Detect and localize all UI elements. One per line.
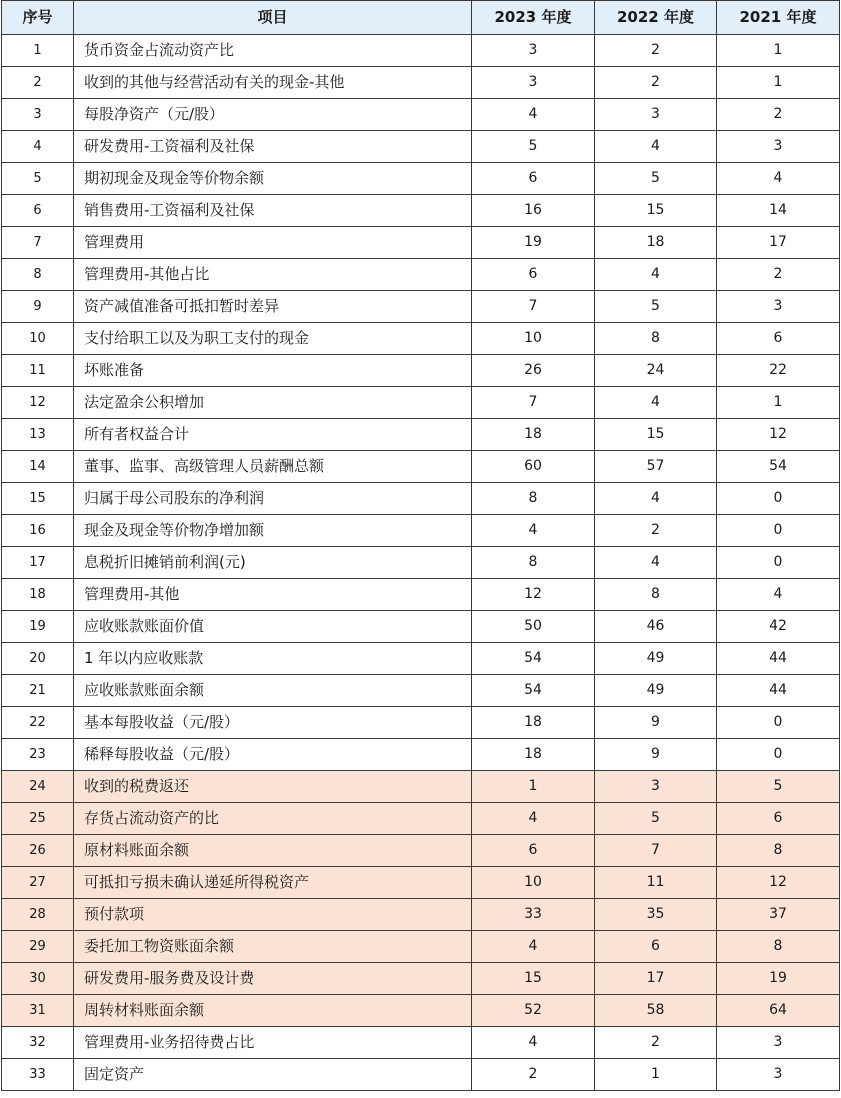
row-item: 基本每股收益（元/股）: [74, 707, 472, 739]
row-item: 坏账准备: [74, 355, 472, 387]
value-2023: 12: [472, 579, 595, 611]
row-index: 24: [2, 771, 74, 803]
value-2023: 3: [472, 35, 595, 67]
value-2022: 4: [595, 547, 717, 579]
value-2021: 19: [717, 963, 840, 995]
value-2021: 22: [717, 355, 840, 387]
table-row: [2, 99, 840, 131]
value-2022: 18: [595, 227, 717, 259]
value-2023: 18: [472, 419, 595, 451]
row-index: 9: [2, 291, 74, 323]
header-year-2022: 2022 年度: [595, 1, 717, 35]
table-row: [2, 163, 840, 195]
value-2022: 11: [595, 867, 717, 899]
value-2021: 6: [717, 323, 840, 355]
value-2023: 4: [472, 803, 595, 835]
table-row: [2, 579, 840, 611]
value-2022: 2: [595, 35, 717, 67]
value-2023: 3: [472, 67, 595, 99]
table-row: [2, 611, 840, 643]
row-index: 26: [2, 835, 74, 867]
row-item: 收到的税费返还: [74, 771, 472, 803]
value-2021: 8: [717, 835, 840, 867]
value-2023: 6: [472, 259, 595, 291]
value-2022: 2: [595, 67, 717, 99]
value-2022: 4: [595, 483, 717, 515]
row-item: 周转材料账面余额: [74, 995, 472, 1027]
value-2022: 49: [595, 643, 717, 675]
row-item: 原材料账面余额: [74, 835, 472, 867]
row-index: 2: [2, 67, 74, 99]
value-2022: 49: [595, 675, 717, 707]
row-index: 11: [2, 355, 74, 387]
value-2022: 15: [595, 419, 717, 451]
table-row: [2, 931, 840, 963]
value-2023: 8: [472, 547, 595, 579]
row-item: 管理费用: [74, 227, 472, 259]
row-item: 研发费用-工资福利及社保: [74, 131, 472, 163]
header-item: 项目: [74, 1, 472, 35]
row-index: 27: [2, 867, 74, 899]
value-2021: 12: [717, 419, 840, 451]
value-2021: 4: [717, 163, 840, 195]
row-index: 15: [2, 483, 74, 515]
table-row: [2, 899, 840, 931]
value-2023: 7: [472, 387, 595, 419]
row-index: 28: [2, 899, 74, 931]
row-index: 29: [2, 931, 74, 963]
value-2021: 3: [717, 1059, 840, 1091]
value-2023: 4: [472, 1027, 595, 1059]
row-item: 法定盈余公积增加: [74, 387, 472, 419]
value-2023: 6: [472, 835, 595, 867]
row-index: 20: [2, 643, 74, 675]
value-2021: 3: [717, 131, 840, 163]
table-row: [2, 1027, 840, 1059]
table-row: [2, 259, 840, 291]
row-item: 现金及现金等价物净增加额: [74, 515, 472, 547]
row-item: 稀释每股收益（元/股）: [74, 739, 472, 771]
header-row: [2, 1, 840, 35]
row-index: 23: [2, 739, 74, 771]
table-row: [2, 1059, 840, 1091]
value-2023: 26: [472, 355, 595, 387]
value-2023: 2: [472, 1059, 595, 1091]
value-2021: 12: [717, 867, 840, 899]
row-index: 5: [2, 163, 74, 195]
table-row: [2, 707, 840, 739]
value-2022: 4: [595, 259, 717, 291]
value-2021: 3: [717, 1027, 840, 1059]
table-row: [2, 675, 840, 707]
row-index: 30: [2, 963, 74, 995]
value-2021: 6: [717, 803, 840, 835]
row-item: 管理费用-业务招待费占比: [74, 1027, 472, 1059]
row-index: 18: [2, 579, 74, 611]
row-index: 13: [2, 419, 74, 451]
value-2021: 64: [717, 995, 840, 1027]
row-item: 固定资产: [74, 1059, 472, 1091]
table-row: [2, 515, 840, 547]
table-row: [2, 451, 840, 483]
value-2022: 2: [595, 1027, 717, 1059]
header-year-2021: 2021 年度: [717, 1, 840, 35]
table-row: [2, 195, 840, 227]
value-2021: 0: [717, 547, 840, 579]
row-item: 预付款项: [74, 899, 472, 931]
row-index: 25: [2, 803, 74, 835]
table-row: [2, 323, 840, 355]
row-index: 3: [2, 99, 74, 131]
value-2022: 58: [595, 995, 717, 1027]
value-2022: 8: [595, 579, 717, 611]
value-2022: 6: [595, 931, 717, 963]
row-item: 资产减值准备可抵扣暂时差异: [74, 291, 472, 323]
row-item: 收到的其他与经营活动有关的现金-其他: [74, 67, 472, 99]
row-item: 可抵扣亏损未确认递延所得税资产: [74, 867, 472, 899]
value-2022: 35: [595, 899, 717, 931]
header-year-2023: 2023 年度: [472, 1, 595, 35]
value-2022: 1: [595, 1059, 717, 1091]
value-2021: 44: [717, 675, 840, 707]
value-2022: 9: [595, 707, 717, 739]
value-2021: 2: [717, 99, 840, 131]
row-item: 所有者权益合计: [74, 419, 472, 451]
value-2022: 3: [595, 771, 717, 803]
value-2021: 2: [717, 259, 840, 291]
table-row: [2, 771, 840, 803]
value-2023: 6: [472, 163, 595, 195]
row-item: 存货占流动资产的比: [74, 803, 472, 835]
table-row: [2, 483, 840, 515]
row-item: 研发费用-服务费及设计费: [74, 963, 472, 995]
row-item: 董事、监事、高级管理人员薪酬总额: [74, 451, 472, 483]
value-2022: 2: [595, 515, 717, 547]
value-2023: 4: [472, 99, 595, 131]
value-2022: 57: [595, 451, 717, 483]
table-row: [2, 387, 840, 419]
row-item: 应收账款账面价值: [74, 611, 472, 643]
value-2023: 60: [472, 451, 595, 483]
value-2022: 15: [595, 195, 717, 227]
row-index: 10: [2, 323, 74, 355]
value-2021: 3: [717, 291, 840, 323]
table-row: [2, 739, 840, 771]
row-item: 应收账款账面余额: [74, 675, 472, 707]
row-index: 12: [2, 387, 74, 419]
table-row: [2, 643, 840, 675]
row-item: 销售费用-工资福利及社保: [74, 195, 472, 227]
value-2023: 5: [472, 131, 595, 163]
value-2022: 5: [595, 163, 717, 195]
value-2023: 4: [472, 515, 595, 547]
value-2023: 52: [472, 995, 595, 1027]
table-row: [2, 35, 840, 67]
value-2021: 54: [717, 451, 840, 483]
value-2022: 8: [595, 323, 717, 355]
header-index: 序号: [2, 1, 74, 35]
value-2021: 42: [717, 611, 840, 643]
value-2021: 0: [717, 483, 840, 515]
value-2022: 17: [595, 963, 717, 995]
value-2021: 0: [717, 739, 840, 771]
value-2023: 15: [472, 963, 595, 995]
row-index: 21: [2, 675, 74, 707]
row-index: 1: [2, 35, 74, 67]
row-index: 19: [2, 611, 74, 643]
row-item: 委托加工物资账面余额: [74, 931, 472, 963]
value-2021: 17: [717, 227, 840, 259]
value-2022: 46: [595, 611, 717, 643]
value-2021: 14: [717, 195, 840, 227]
table-row: [2, 291, 840, 323]
value-2023: 19: [472, 227, 595, 259]
value-2023: 16: [472, 195, 595, 227]
value-2023: 54: [472, 675, 595, 707]
row-index: 22: [2, 707, 74, 739]
data-table: [1, 0, 840, 1091]
row-item: 管理费用-其他: [74, 579, 472, 611]
value-2022: 3: [595, 99, 717, 131]
table-row: [2, 867, 840, 899]
row-item: 每股净资产（元/股）: [74, 99, 472, 131]
value-2021: 1: [717, 67, 840, 99]
value-2023: 33: [472, 899, 595, 931]
row-item: 息税折旧摊销前利润(元): [74, 547, 472, 579]
value-2021: 0: [717, 707, 840, 739]
row-item: 期初现金及现金等价物余额: [74, 163, 472, 195]
table-row: [2, 227, 840, 259]
row-item: 1 年以内应收账款: [74, 643, 472, 675]
value-2022: 4: [595, 131, 717, 163]
row-index: 7: [2, 227, 74, 259]
row-index: 32: [2, 1027, 74, 1059]
table-row: [2, 995, 840, 1027]
table-row: [2, 963, 840, 995]
table-row: [2, 803, 840, 835]
value-2023: 1: [472, 771, 595, 803]
value-2021: 8: [717, 931, 840, 963]
table-row: [2, 67, 840, 99]
value-2021: 0: [717, 515, 840, 547]
row-index: 33: [2, 1059, 74, 1091]
value-2023: 54: [472, 643, 595, 675]
value-2022: 5: [595, 803, 717, 835]
row-index: 6: [2, 195, 74, 227]
value-2022: 4: [595, 387, 717, 419]
value-2022: 24: [595, 355, 717, 387]
row-index: 31: [2, 995, 74, 1027]
table-row: [2, 835, 840, 867]
value-2023: 10: [472, 867, 595, 899]
value-2023: 10: [472, 323, 595, 355]
value-2023: 7: [472, 291, 595, 323]
row-item: 货币资金占流动资产比: [74, 35, 472, 67]
value-2021: 1: [717, 387, 840, 419]
value-2022: 5: [595, 291, 717, 323]
value-2023: 50: [472, 611, 595, 643]
table-body: [2, 35, 840, 1091]
row-item: 管理费用-其他占比: [74, 259, 472, 291]
value-2021: 4: [717, 579, 840, 611]
row-index: 17: [2, 547, 74, 579]
table-row: [2, 547, 840, 579]
row-index: 16: [2, 515, 74, 547]
row-item: 支付给职工以及为职工支付的现金: [74, 323, 472, 355]
row-index: 14: [2, 451, 74, 483]
table-header: [2, 1, 840, 35]
row-index: 8: [2, 259, 74, 291]
value-2021: 37: [717, 899, 840, 931]
value-2021: 1: [717, 35, 840, 67]
value-2021: 5: [717, 771, 840, 803]
value-2022: 7: [595, 835, 717, 867]
table-row: [2, 355, 840, 387]
value-2021: 44: [717, 643, 840, 675]
value-2023: 18: [472, 707, 595, 739]
value-2023: 18: [472, 739, 595, 771]
table-row: [2, 419, 840, 451]
table-row: [2, 131, 840, 163]
value-2022: 9: [595, 739, 717, 771]
value-2023: 8: [472, 483, 595, 515]
row-item: 归属于母公司股东的净利润: [74, 483, 472, 515]
value-2023: 4: [472, 931, 595, 963]
row-index: 4: [2, 131, 74, 163]
